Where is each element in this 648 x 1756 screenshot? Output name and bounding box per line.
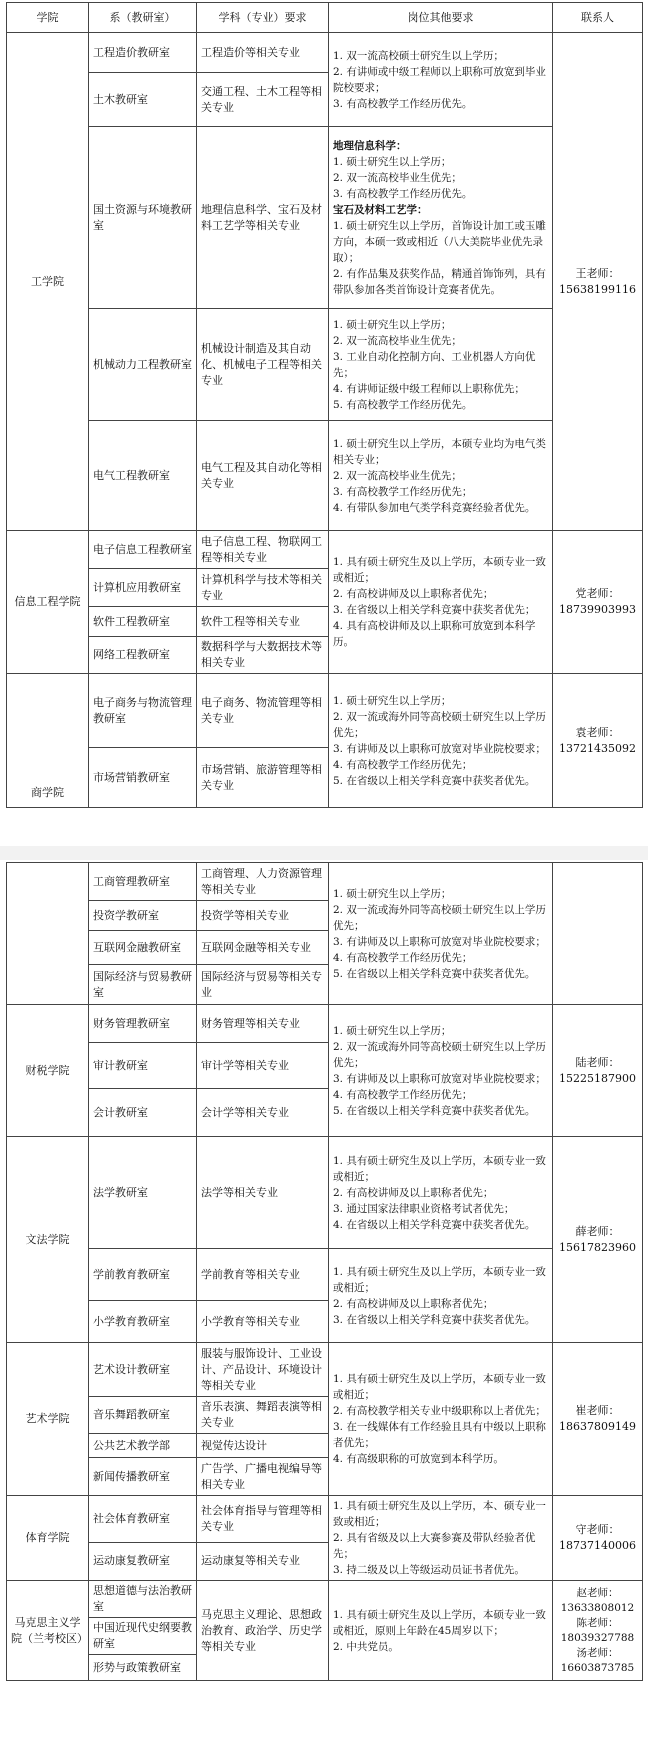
major-requirement: 会计学等相关专业 [197, 1089, 329, 1137]
dept-name: 思想道德与法治教研室 [89, 1581, 197, 1618]
table-row [7, 309, 643, 421]
table-row [7, 33, 643, 73]
contact-person: 守老师： 18737140006 [553, 1496, 643, 1581]
college-name: 马克思主义学院（兰考校区） [7, 1581, 89, 1681]
other-requirements: 1. 具有硕士研究生及以上学历，本硕专业一致或相近； 2. 有高校教学相关专业中级职称以上者优先； 3. 在一线媒体有工作经验且具有中级以上职称者优先； 4. 有高级职称的可放宽到本科学历。 [329, 1343, 553, 1496]
table-row [7, 127, 643, 309]
dept-name: 新闻传播教研室 [89, 1458, 197, 1496]
other-requirements: 1. 具有硕士研究生及以上学历，本、硕专业一致或相近； 2. 具有省级及以上大赛参赛及带队经验者优先； 3. 持二级及以上等级运动员证书者优先。 [329, 1496, 553, 1581]
dept-name: 计算机应用教研室 [89, 569, 197, 607]
dept-name: 会计教研室 [89, 1089, 197, 1137]
major-requirement: 财务管理等相关专业 [197, 1005, 329, 1043]
major-requirement: 工商管理、人力资源管理等相关专业 [197, 863, 329, 901]
dept-name: 软件工程教研室 [89, 607, 197, 637]
table-row [7, 1581, 643, 1618]
dept-name: 国际经济与贸易教研室 [89, 965, 197, 1005]
contact-person: 王老师： 15638199116 [553, 33, 643, 531]
table-row [7, 863, 643, 901]
major-requirement: 法学等相关专业 [197, 1137, 329, 1249]
dept-name: 中国近现代史纲要教研室 [89, 1618, 197, 1655]
major-requirement: 电子商务、物流管理等相关专业 [197, 674, 329, 748]
contact-person: 薛老师： 15617823960 [553, 1137, 643, 1343]
major-requirement: 互联网金融等相关专业 [197, 931, 329, 965]
major-requirement: 学前教育等相关专业 [197, 1249, 329, 1301]
major-requirement: 投资学等相关专业 [197, 901, 329, 931]
other-requirements: 1. 具有硕士研究生及以上学历，本硕专业一致或相近，原则上年龄在45周岁以下； 2. 中共党员。 [329, 1581, 553, 1681]
major-requirement: 工程造价等相关专业 [197, 33, 329, 73]
other-requirements: 1. 具有硕士研究生及以上学历，本硕专业一致或相近； 2. 有高校讲师及以上职称者优先； 3. 在省级以上相关学科竞赛中获奖者优先。 [329, 1249, 553, 1343]
table-row [7, 531, 643, 569]
dept-name: 国土资源与环境教研室 [89, 127, 197, 309]
other-requirements: 1. 具有硕士研究生及以上学历，本硕专业一致或相近； 2. 有高校讲师及以上职称者优先； 3. 通过国家法律职业资格考试者优先； 4. 在省级以上相关学科竞赛中获奖者优先。 [329, 1137, 553, 1249]
dept-name: 工商管理教研室 [89, 863, 197, 901]
college-name: 工学院 [7, 33, 89, 531]
recruitment-table-1 [6, 2, 643, 808]
major-requirement: 交通工程、土木工程等相关专业 [197, 73, 329, 127]
dept-name: 形势与政策教研室 [89, 1655, 197, 1681]
dept-name: 学前教育教研室 [89, 1249, 197, 1301]
other-requirements: 1. 硕士研究生以上学历，本硕专业均为电气类相关专业； 2. 双一流高校毕业生优先； 3. 有高校教学工作经历优先； 4. 有带队参加电气类学科竞赛经验者优先。 [329, 421, 553, 531]
page-separator [0, 846, 648, 860]
contact-person: 赵老师： 13633808012 陈老师： 18039327788 汤老师： 16603873785 [553, 1581, 643, 1681]
major-requirement: 地理信息科学、宝石及材料工艺学等相关专业 [197, 127, 329, 309]
table-row [7, 1496, 643, 1543]
major-requirement: 电气工程及其自动化等相关专业 [197, 421, 329, 531]
table-row [7, 421, 643, 531]
major-requirement: 机械设计制造及其自动化、机械电子工程等相关专业 [197, 309, 329, 421]
dept-name: 审计教研室 [89, 1043, 197, 1089]
header-college: 学院 [7, 3, 89, 33]
table-row [7, 1005, 643, 1043]
dept-name: 音乐舞蹈教研室 [89, 1397, 197, 1434]
other-requirements: 1. 硕士研究生以上学历； 2. 双一流或海外同等高校硕士研究生以上学历优先； 3. 有讲师及以上职称可放宽对毕业院校要求； 4. 有高校教学工作经历优先； 5. 在省级以上相关学科竞赛中获奖者优先。 [329, 863, 553, 1005]
major-requirement: 数据科学与大数据技术等相关专业 [197, 637, 329, 674]
page-1-table [6, 2, 642, 808]
contact-person: 崔老师： 18637809149 [553, 1343, 643, 1496]
header-row [7, 3, 643, 33]
dept-name: 机械动力工程教研室 [89, 309, 197, 421]
major-requirement: 审计学等相关专业 [197, 1043, 329, 1089]
college-name-continued [7, 863, 89, 1005]
college-name: 信息工程学院 [7, 531, 89, 674]
table-row [7, 1137, 643, 1249]
major-requirement: 电子信息工程、物联网工程等相关专业 [197, 531, 329, 569]
major-requirement: 运动康复等相关专业 [197, 1542, 329, 1580]
header-requirements: 岗位其他要求 [329, 3, 553, 33]
dept-name: 运动康复教研室 [89, 1542, 197, 1580]
college-name: 财税学院 [7, 1005, 89, 1137]
major-requirement: 广告学、广播电视编导等相关专业 [197, 1458, 329, 1496]
other-requirements: 1. 硕士研究生以上学历； 2. 双一流或海外同等高校硕士研究生以上学历优先； 3. 有讲师及以上职称可放宽对毕业院校要求； 4. 有高校教学工作经历优先； 5. 在省级以上相关学科竞赛中获奖者优先。 [329, 1005, 553, 1137]
dept-name: 社会体育教研室 [89, 1496, 197, 1543]
dept-name: 网络工程教研室 [89, 637, 197, 674]
dept-name: 工程造价教研室 [89, 33, 197, 73]
page-2-table [6, 862, 642, 1681]
major-requirement: 小学教育等相关专业 [197, 1301, 329, 1343]
header-dept: 系（教研室） [89, 3, 197, 33]
contact-person: 党老师： 18739903993 [553, 531, 643, 674]
dept-name: 电子信息工程教研室 [89, 531, 197, 569]
dept-name: 电子商务与物流管理教研室 [89, 674, 197, 748]
college-name: 文法学院 [7, 1137, 89, 1343]
major-requirement: 计算机科学与技术等相关专业 [197, 569, 329, 607]
college-name: 体育学院 [7, 1496, 89, 1581]
table-row [7, 1343, 643, 1397]
major-requirement: 音乐表演、舞蹈表演等相关专业 [197, 1397, 329, 1434]
dept-name: 艺术设计教研室 [89, 1343, 197, 1397]
dept-name: 市场营销教研室 [89, 748, 197, 808]
header-major: 学科（专业）要求 [197, 3, 329, 33]
dept-name: 法学教研室 [89, 1137, 197, 1249]
college-name: 商学院 [7, 674, 89, 808]
major-requirement: 市场营销、旅游管理等相关专业 [197, 748, 329, 808]
table-row [7, 674, 643, 748]
major-requirement: 视觉传达设计 [197, 1434, 329, 1458]
contact-person: 袁老师： 13721435092 [553, 674, 643, 808]
major-requirement: 服装与服饰设计、工业设计、产品设计、环境设计等相关专业 [197, 1343, 329, 1397]
other-requirements: 1. 硕士研究生以上学历； 2. 双一流或海外同等高校硕士研究生以上学历优先； 3. 有讲师及以上职称可放宽对毕业院校要求； 4. 有高校教学工作经历优先； 5. 在省级以上相关学科竞赛中获奖者优先。 [329, 674, 553, 808]
dept-name: 投资学教研室 [89, 901, 197, 931]
dept-name: 互联网金融教研室 [89, 931, 197, 965]
major-requirement: 国际经济与贸易等相关专业 [197, 965, 329, 1005]
other-requirements: 1. 硕士研究生以上学历； 2. 双一流高校毕业生优先； 3. 工业自动化控制方向、工业机器人方向优先； 4. 有讲师证级中级工程师以上职称优先； 5. 有高校教学工作经历优先。 [329, 309, 553, 421]
dept-name: 财务管理教研室 [89, 1005, 197, 1043]
dept-name: 小学教育教研室 [89, 1301, 197, 1343]
table-row [7, 1249, 643, 1301]
major-requirement: 社会体育指导与管理等相关专业 [197, 1496, 329, 1543]
major-requirement: 马克思主义理论、思想政治教育、政治学、历史学等相关专业 [197, 1581, 329, 1681]
header-contact: 联系人 [553, 3, 643, 33]
recruitment-table-2 [6, 862, 643, 1681]
dept-name: 电气工程教研室 [89, 421, 197, 531]
other-requirements: 1. 具有硕士研究生及以上学历，本硕专业一致或相近； 2. 有高校讲师及以上职称者优先； 3. 在省级以上相关学科竞赛中获奖者优先； 4. 具有高校讲师及以上职称可放宽到本科学历。 [329, 531, 553, 674]
contact-person-continued [553, 863, 643, 1005]
other-requirements: 地理信息科学： 1. 硕士研究生以上学历； 2. 双一流高校毕业生优先； 3. 有高校教学工作经历优先。 宝石及材料工艺学： 1. 硕士研究生以上学历，首饰设计加工或玉雕方向，本硕一致或相近（八大美院毕业优先录取）； 2. 有作品集及获奖作品，精通首饰饰列，具有带队参加各类首饰设计竞赛者优先。 [329, 127, 553, 309]
contact-person: 陆老师： 15225187900 [553, 1005, 643, 1137]
other-requirements: 1. 双一流高校硕士研究生以上学历； 2. 有讲师或中级工程师以上职称可放宽到毕业院校要求； 3. 有高校教学工作经历优先。 [329, 33, 553, 127]
dept-name: 土木教研室 [89, 73, 197, 127]
major-requirement: 软件工程等相关专业 [197, 607, 329, 637]
dept-name: 公共艺术教学部 [89, 1434, 197, 1458]
college-name: 艺术学院 [7, 1343, 89, 1496]
